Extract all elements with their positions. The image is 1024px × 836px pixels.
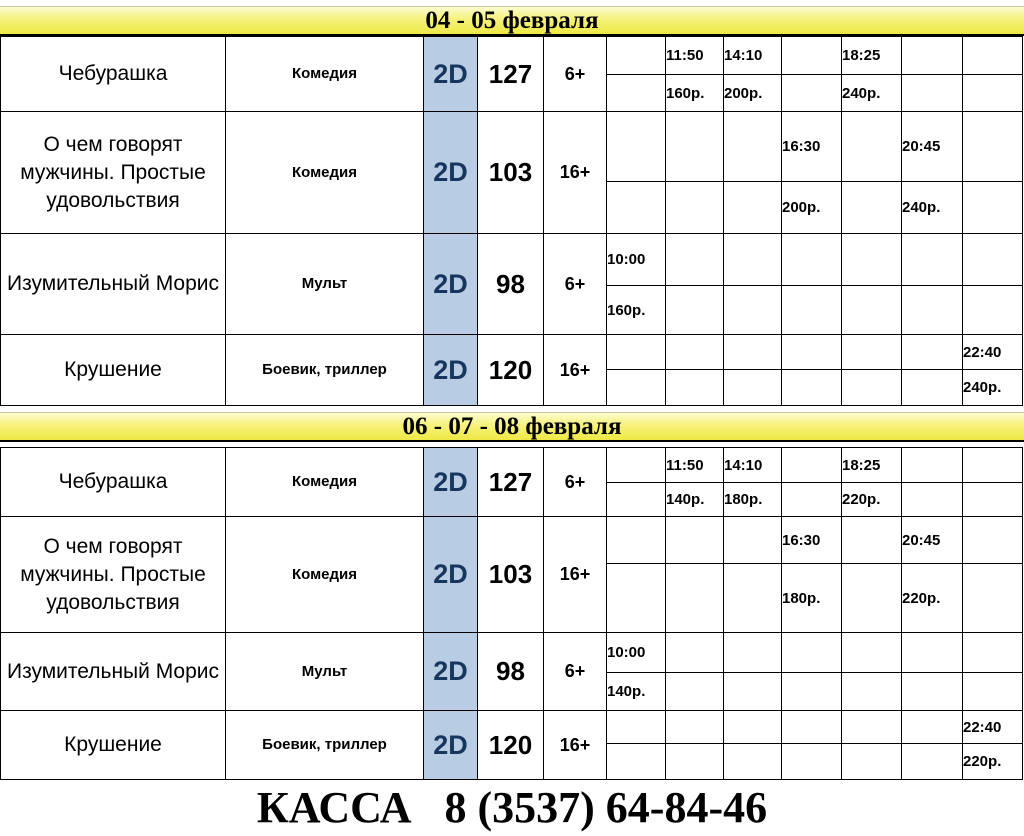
movie-genre-text: Боевик, триллер [262,736,387,753]
age-rating-text: 16+ [559,359,591,380]
price-cell [902,564,963,633]
movie-title-text: Изумительный Морис [6,659,220,683]
price-cell [782,286,842,335]
movie-title [1,517,226,633]
price-cell [724,744,782,780]
movie-genre [226,633,424,711]
showtime-cell-text: 22:40 [963,343,1002,361]
showtime-cell [842,448,902,483]
price-cell [842,75,902,112]
age-rating-text: 16+ [559,564,591,584]
price-cell-text: 220р. [842,491,881,508]
price-cell-text: 200р. [724,84,763,102]
age-rating [544,234,607,335]
showtime-cell [724,112,782,182]
price-cell [963,75,1023,112]
price-cell [963,564,1023,633]
age-rating-text: 16+ [559,162,591,182]
showtime-cell [842,37,902,75]
showtime-cell [666,112,724,182]
movie-title-text: Крушение [64,358,162,381]
movie-genre [226,711,424,780]
age-rating [544,37,607,112]
box-office-phone: 8 (3537) 64-84-46 [444,783,768,832]
period-header-1 [0,6,1024,36]
schedule-table-1 [0,36,1023,406]
movie-genre [226,448,424,517]
showtime-cell [963,448,1023,483]
showtime-cell [666,448,724,483]
showtime-cell-text: 18:25 [842,47,881,64]
showtime-cell [842,517,902,564]
price-cell-text: 180р. [782,589,821,607]
showtime-cell [724,335,782,370]
movie-title [1,112,226,234]
showtime-cell [607,517,666,564]
price-cell-text: 140р. [607,683,646,700]
price-cell [902,75,963,112]
showtime-cell [782,335,842,370]
movie-title-text: Изумительный Морис [6,272,220,295]
movie-genre-text: Боевик, триллер [262,361,387,378]
movie-genre [226,335,424,406]
movie-duration-text: 120 [488,354,533,385]
movie-format-text: 2D [433,559,468,589]
price-cell [666,483,724,517]
price-cell [607,564,666,633]
movie-title-text: Чебурашка [58,62,168,85]
price-cell [666,744,724,780]
age-rating [544,335,607,406]
showtime-cell [902,112,963,182]
showtime-cell [902,234,963,286]
price-cell [782,75,842,112]
price-cell [842,483,902,517]
showtime-cell-text: 22:40 [963,718,1002,736]
movie-duration [478,517,544,633]
table-row [1,234,1023,286]
showtime-cell [666,234,724,286]
showtime-cell [724,711,782,744]
price-cell [666,182,724,234]
showtime-cell [963,234,1023,286]
showtime-cell [782,234,842,286]
price-cell [666,370,724,406]
movie-duration-text: 103 [488,157,533,187]
showtime-cell [782,112,842,182]
showtime-cell-text: 18:25 [842,456,881,474]
movie-format-text: 2D [433,354,468,385]
movie-duration [478,234,544,335]
movie-format [424,633,478,711]
period-header-2 [0,412,1024,442]
price-cell [607,673,666,711]
showtime-cell [782,37,842,75]
schedule-table-2 [0,447,1023,780]
movie-duration-text: 103 [488,559,533,589]
price-cell [842,286,902,335]
price-cell [782,370,842,406]
box-office-label: КАССА [256,783,412,832]
showtime-cell [607,37,666,75]
price-cell [666,564,724,633]
age-rating [544,711,607,780]
table-row [1,112,1023,182]
movie-format-text: 2D [433,157,468,187]
price-cell [963,370,1023,406]
price-cell-text: 220р. [902,589,941,607]
price-cell [724,286,782,335]
price-cell [607,370,666,406]
movie-format-text: 2D [433,656,468,686]
showtime-cell [666,37,724,75]
movie-duration-text: 98 [496,656,525,686]
showtime-cell [724,37,782,75]
showtime-cell [782,711,842,744]
price-cell [724,673,782,711]
price-cell [724,564,782,633]
age-rating-text: 6+ [564,661,586,681]
price-cell [963,673,1023,711]
price-cell [607,483,666,517]
showtime-cell-text: 10:00 [607,644,646,661]
movie-title [1,448,226,517]
price-cell [666,673,724,711]
price-cell-text: 140р. [666,491,705,508]
price-cell-text: 240р. [842,84,881,102]
price-cell [724,182,782,234]
price-cell-text: 180р. [724,491,763,508]
movie-genre-text: Мульт [301,275,348,292]
showtime-cell [842,711,902,744]
showtime-cell [607,234,666,286]
price-cell-text: 160р. [607,301,646,319]
showtime-cell [782,517,842,564]
movie-format-text: 2D [433,466,468,497]
movie-genre [226,234,424,335]
showtime-cell-text: 10:00 [607,251,646,268]
movie-duration-text: 120 [488,729,533,760]
movie-title [1,37,226,112]
showtime-cell [963,37,1023,75]
price-cell [902,286,963,335]
showtime-cell-text: 20:45 [902,531,941,549]
movie-format [424,37,478,112]
table-row [1,37,1023,75]
price-cell [963,182,1023,234]
age-rating [544,112,607,234]
movie-genre-text: Мульт [301,662,348,680]
price-cell-text: 220р. [963,753,1002,770]
showtime-cell-text: 16:30 [782,138,821,155]
price-cell [724,75,782,112]
price-cell [842,564,902,633]
movie-genre-text: Комедия [291,565,358,583]
showtime-cell-text: 16:30 [782,531,821,549]
movie-title [1,234,226,335]
box-office-footer [0,780,1024,835]
showtime-cell-text: 14:10 [724,47,763,64]
showtime-cell [902,517,963,564]
showtime-cell [963,517,1023,564]
price-cell [902,182,963,234]
showtime-cell [724,517,782,564]
showtime-cell [902,37,963,75]
movie-format [424,517,478,633]
movie-title-text: Крушение [64,733,162,756]
table-row [1,633,1023,673]
price-cell [842,673,902,711]
movie-genre-text: Комедия [291,473,358,490]
showtime-cell [842,335,902,370]
price-cell-text: 240р. [902,199,941,216]
price-cell [902,483,963,517]
price-cell [666,75,724,112]
movie-format-text: 2D [433,729,468,760]
showtime-cell [782,633,842,673]
movie-title-text: О чем говорят мужчины. Простые удовольствия [20,534,206,614]
price-cell [607,286,666,335]
price-cell [724,483,782,517]
movie-genre-text: Комедия [291,163,358,181]
price-cell [963,483,1023,517]
price-cell [963,744,1023,780]
movie-duration [478,633,544,711]
age-rating-text: 16+ [559,734,591,755]
showtime-cell [666,517,724,564]
movie-title [1,711,226,780]
movie-genre [226,517,424,633]
price-cell [782,483,842,517]
movie-format [424,335,478,406]
movie-title [1,633,226,711]
movie-genre [226,112,424,234]
showtime-cell [666,711,724,744]
showtime-cell [842,112,902,182]
showtime-cell [902,448,963,483]
price-cell [902,673,963,711]
table-row [1,448,1023,483]
age-rating [544,633,607,711]
showtime-cell [963,335,1023,370]
price-cell [724,370,782,406]
showtime-cell-text: 11:50 [666,47,704,64]
showtime-cell [842,234,902,286]
movie-format-text: 2D [433,58,468,89]
price-cell [902,370,963,406]
showtime-cell [842,633,902,673]
price-cell [607,75,666,112]
showtime-cell [963,711,1023,744]
price-cell-text: 200р. [782,199,821,216]
price-cell [782,564,842,633]
showtime-cell-text: 11:50 [666,456,704,474]
showtime-cell [666,633,724,673]
movie-title-text: О чем говорят мужчины. Простые удовольствия [20,132,206,212]
price-cell-text: 240р. [963,379,1002,396]
showtime-cell [782,448,842,483]
price-cell [842,182,902,234]
showtime-cell-text: 14:10 [724,456,763,474]
showtime-cell [724,448,782,483]
showtime-cell [607,335,666,370]
price-cell [782,673,842,711]
price-cell [963,286,1023,335]
movie-format [424,448,478,517]
showtime-cell [607,633,666,673]
showtime-cell [666,335,724,370]
showtime-cell [902,633,963,673]
age-rating-text: 6+ [564,273,586,294]
period-header-2-text: 06 - 07 - 08 февраля [402,413,622,440]
price-cell [842,744,902,780]
period-header-1-text: 04 - 05 февраля [425,7,599,34]
movie-format [424,112,478,234]
price-cell [666,286,724,335]
price-cell [607,182,666,234]
showtime-cell [902,335,963,370]
table-row [1,517,1023,564]
price-cell [902,744,963,780]
movie-genre [226,37,424,112]
movie-format-text: 2D [433,268,468,299]
movie-title-text: Чебурашка [58,470,168,493]
movie-genre-text: Комедия [291,65,358,82]
price-cell [782,182,842,234]
movie-duration-text: 98 [496,268,525,299]
price-cell [782,744,842,780]
showtime-cell [607,711,666,744]
movie-duration-text: 127 [488,58,533,89]
table-row [1,711,1023,744]
showtime-cell-text: 20:45 [902,138,941,155]
price-cell [842,370,902,406]
movie-format [424,711,478,780]
showtime-cell [902,711,963,744]
movie-duration [478,711,544,780]
age-rating [544,517,607,633]
price-cell-text: 160р. [666,84,705,102]
movie-title [1,335,226,406]
movie-format [424,234,478,335]
movie-duration [478,112,544,234]
table-row [1,335,1023,370]
showtime-cell [607,448,666,483]
price-cell [607,744,666,780]
showtime-cell [963,633,1023,673]
age-rating-text: 6+ [564,63,586,84]
showtime-cell [724,234,782,286]
age-rating-text: 6+ [564,471,586,492]
age-rating [544,448,607,517]
movie-duration [478,37,544,112]
showtime-cell [963,112,1023,182]
showtime-cell [607,112,666,182]
movie-duration-text: 127 [488,466,533,497]
showtime-cell [724,633,782,673]
movie-duration [478,448,544,517]
movie-duration [478,335,544,406]
